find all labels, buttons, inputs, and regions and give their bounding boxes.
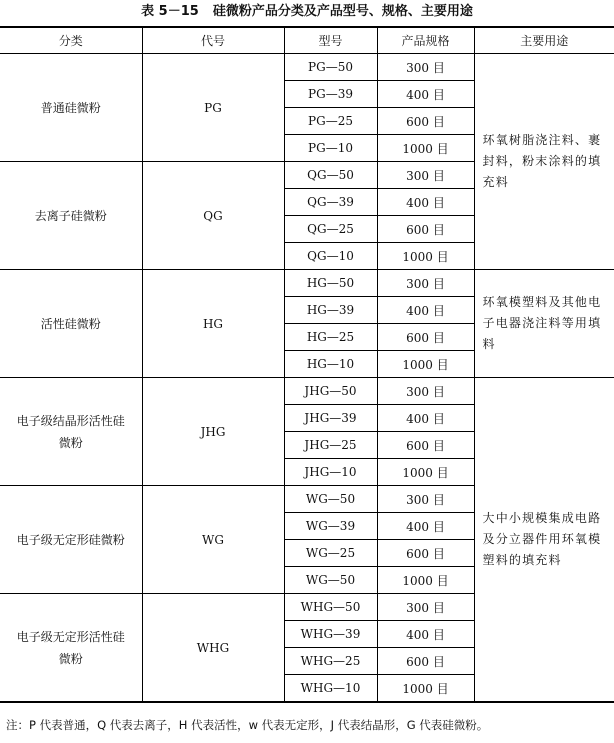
- spec-cell: 1000 目: [377, 567, 474, 594]
- model-cell: QG—39: [284, 189, 377, 216]
- usage-cell: 环氧树脂浇注料、裹封料，粉末涂料的填充料: [474, 54, 614, 270]
- model-cell: HG—10: [284, 351, 377, 378]
- usage-cell: 环氧模塑料及其他电子电器浇注料等用填料: [474, 270, 614, 378]
- code-cell: WG: [142, 486, 284, 594]
- header-model: 型号: [284, 27, 377, 54]
- spec-cell: 1000 目: [377, 459, 474, 486]
- category-cell: 去离子硅微粉: [0, 162, 142, 270]
- model-cell: WHG—50: [284, 594, 377, 621]
- table-note: 注：P 代表普通，Q 代表去离子，H 代表活性，w 代表无定形，J 代表结晶形，G 代表硅微粉。: [6, 718, 489, 732]
- model-cell: JHG—25: [284, 432, 377, 459]
- spec-cell: 300 目: [377, 378, 474, 405]
- category-cell: 电子级无定形活性硅微粉: [0, 594, 142, 703]
- code-cell: HG: [142, 270, 284, 378]
- spec-cell: 400 目: [377, 81, 474, 108]
- header-row: [0, 27, 614, 54]
- spec-cell: 600 目: [377, 540, 474, 567]
- model-cell: JHG—10: [284, 459, 377, 486]
- model-cell: JHG—39: [284, 405, 377, 432]
- header-category: 分类: [0, 27, 142, 54]
- model-cell: WHG—39: [284, 621, 377, 648]
- model-cell: PG—25: [284, 108, 377, 135]
- spec-cell: 300 目: [377, 270, 474, 297]
- spec-cell: 1000 目: [377, 351, 474, 378]
- model-cell: QG—50: [284, 162, 377, 189]
- model-cell: WG—50: [284, 486, 377, 513]
- spec-cell: 300 目: [377, 486, 474, 513]
- model-cell: PG—10: [284, 135, 377, 162]
- spec-cell: 600 目: [377, 324, 474, 351]
- table-body: [0, 54, 614, 703]
- code-cell: PG: [142, 54, 284, 162]
- spec-cell: 300 目: [377, 54, 474, 81]
- spec-cell: 400 目: [377, 405, 474, 432]
- code-cell: JHG: [142, 378, 284, 486]
- model-cell: PG—39: [284, 81, 377, 108]
- header-usage: 主要用途: [474, 27, 614, 54]
- model-cell: WG—39: [284, 513, 377, 540]
- category-cell: 活性硅微粉: [0, 270, 142, 378]
- spec-cell: 600 目: [377, 108, 474, 135]
- spec-cell: 1000 目: [377, 135, 474, 162]
- spec-cell: 600 目: [377, 648, 474, 675]
- spec-cell: 1000 目: [377, 243, 474, 270]
- table-title: 硅微粉产品分类及产品型号、规格、主要用途: [212, 4, 473, 19]
- category-cell: 普通硅微粉: [0, 54, 142, 162]
- model-cell: WG—25: [284, 540, 377, 567]
- spec-cell: 300 目: [377, 162, 474, 189]
- spec-cell: 1000 目: [377, 675, 474, 703]
- category-cell: 电子级无定形硅微粉: [0, 486, 142, 594]
- table-row: [0, 54, 614, 81]
- spec-cell: 600 目: [377, 432, 474, 459]
- model-cell: WHG—25: [284, 648, 377, 675]
- spec-cell: 600 目: [377, 216, 474, 243]
- model-cell: PG—50: [284, 54, 377, 81]
- model-cell: JHG—50: [284, 378, 377, 405]
- model-cell: HG—39: [284, 297, 377, 324]
- code-cell: WHG: [142, 594, 284, 703]
- product-table: [0, 26, 614, 703]
- spec-cell: 400 目: [377, 621, 474, 648]
- header-spec: 产品规格: [377, 27, 474, 54]
- code-cell: QG: [142, 162, 284, 270]
- header-code: 代号: [142, 27, 284, 54]
- model-cell: QG—25: [284, 216, 377, 243]
- table-row: [0, 378, 614, 405]
- model-cell: WG—50: [284, 567, 377, 594]
- model-cell: HG—50: [284, 270, 377, 297]
- table-caption: [0, 0, 614, 24]
- table-row: [0, 270, 614, 297]
- spec-cell: 400 目: [377, 189, 474, 216]
- model-cell: HG—25: [284, 324, 377, 351]
- usage-cell: 大中小规模集成电路及分立器件用环氧模塑料的填充料: [474, 378, 614, 703]
- category-cell: 电子级结晶形活性硅微粉: [0, 378, 142, 486]
- model-cell: QG—10: [284, 243, 377, 270]
- spec-cell: 400 目: [377, 513, 474, 540]
- model-cell: WHG—10: [284, 675, 377, 703]
- spec-cell: 400 目: [377, 297, 474, 324]
- table-number: 表 5－15: [141, 4, 199, 19]
- spec-cell: 300 目: [377, 594, 474, 621]
